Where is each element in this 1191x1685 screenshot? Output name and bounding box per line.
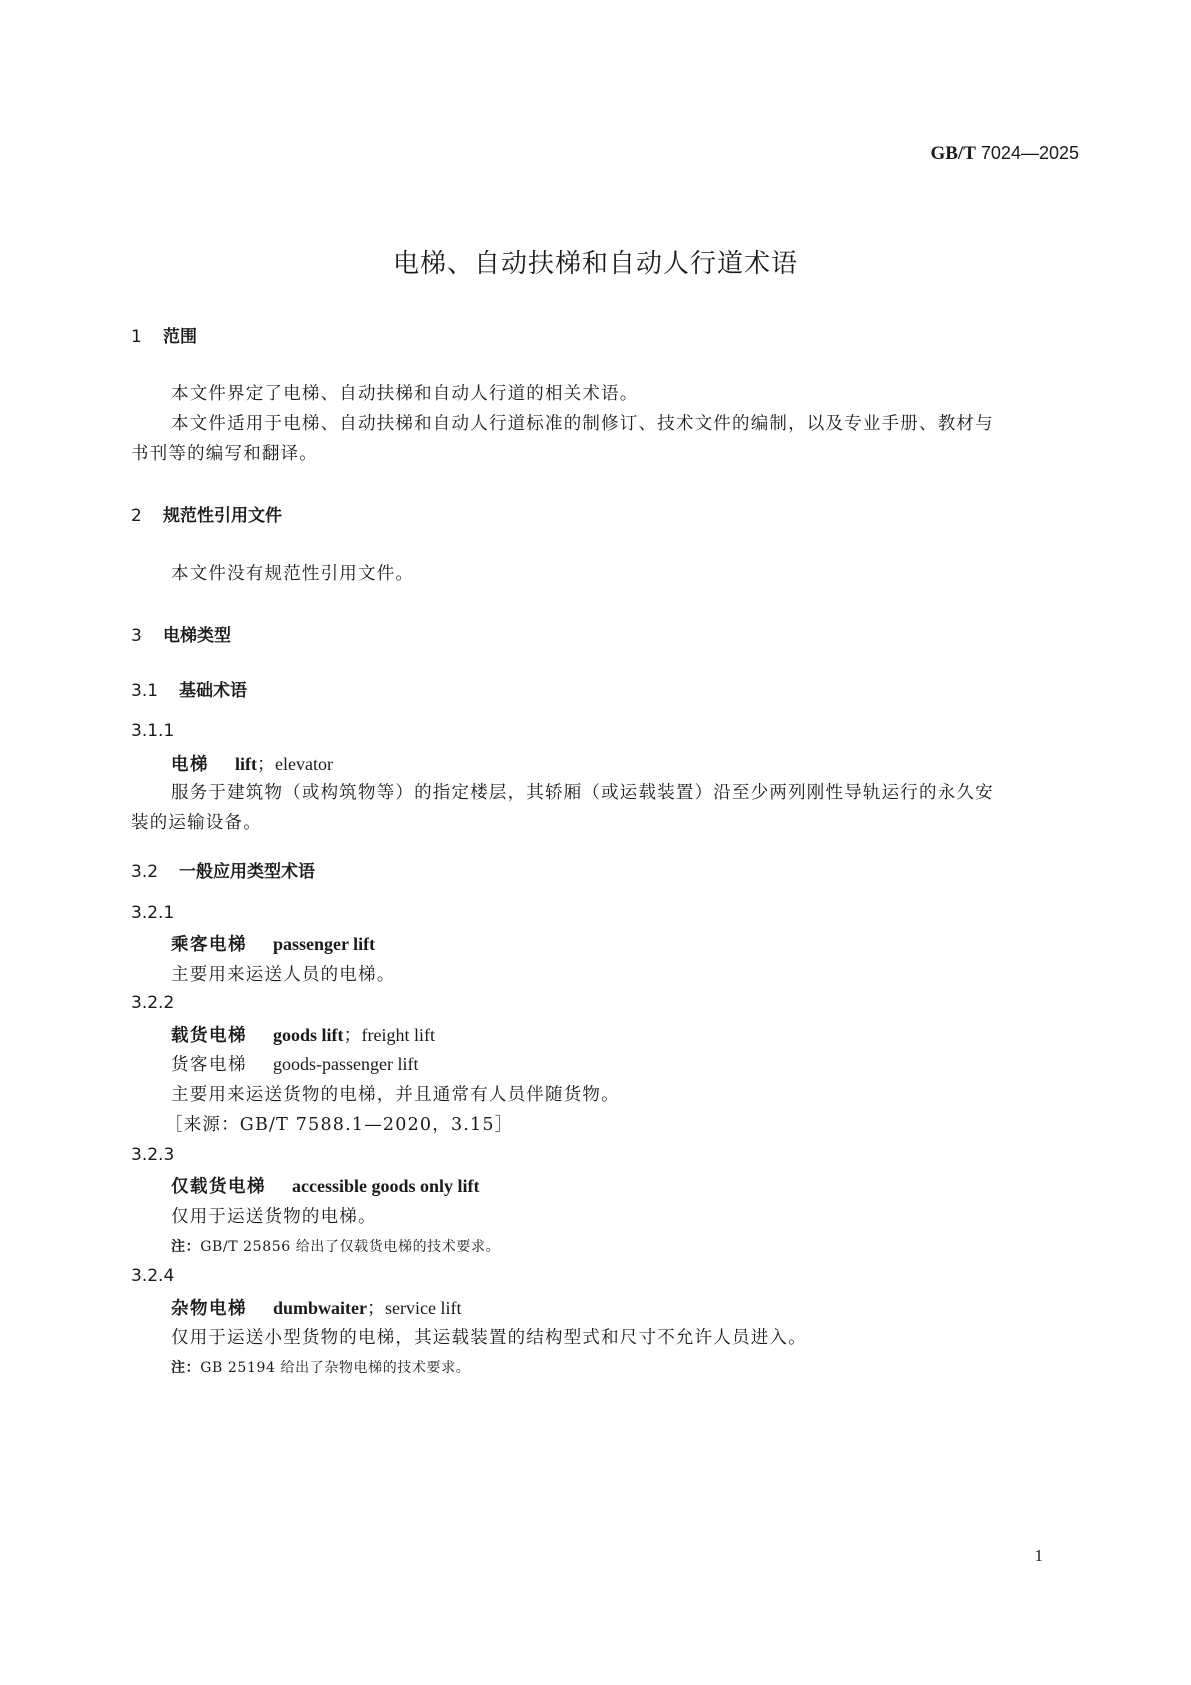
section-title: 规范性引用文件 [163,506,282,526]
paragraph-line: 本文件适用于电梯、自动扶梯和自动人行道标准的制修订、技术文件的编制，以及专业手册、教材与 [171,414,994,434]
term-entry-admitted [171,1051,418,1076]
term-number: 3.2.1 [131,903,175,923]
term-separator: ； [257,754,275,774]
subsection-3-1-heading [131,676,247,701]
subsection-number: 3.2 [131,862,159,882]
definition-line: 装的运输设备。 [131,813,262,833]
standard-number [930,143,1079,165]
term-number: 3.2.4 [131,1266,175,1286]
term-number: 3.1.1 [131,721,175,741]
section-3-heading [131,621,231,646]
note-label: 注： [171,1239,201,1255]
term-cn: 载货电梯 [171,1026,247,1046]
term-entry [171,1294,461,1320]
standard-number-value: 7024—2025 [980,143,1079,163]
term-en: lift [235,754,257,774]
term-en: dumbwaiter [273,1298,367,1318]
term-cn: 电梯 [171,755,209,775]
term-en-admitted: goods-passenger lift [273,1054,419,1074]
definition: 仅用于运送货物的电梯。 [171,1207,377,1227]
definition: 主要用来运送货物的电梯，并且通常有人员伴随货物。 [171,1085,620,1105]
term-en: passenger lift [273,934,376,954]
section-title: 电梯类型 [163,626,231,646]
section-title: 范围 [163,327,197,347]
standard-prefix: GB/T [930,143,976,164]
term-cn-admitted: 货客电梯 [171,1055,247,1075]
note-text: GB/T 25856 给出了仅载货电梯的技术要求。 [200,1239,501,1255]
term-en: accessible goods only lift [292,1176,480,1196]
term-cn: 仅载货电梯 [171,1177,266,1197]
term-entry [171,750,333,776]
term-number: 3.2.2 [131,993,175,1013]
note-label: 注： [171,1360,201,1376]
term-en: goods lift [273,1025,344,1045]
note-text: GB 25194 给出了杂物电梯的技术要求。 [200,1360,471,1376]
term-separator: ； [343,1025,362,1045]
section-number: 3 [131,626,142,646]
term-entry [171,931,375,956]
subsection-3-2-heading [131,857,315,882]
definition: 仅用于运送小型货物的电梯，其运载装置的结构型式和尺寸不允许人员进入。 [171,1328,807,1348]
subsection-number: 3.1 [131,681,159,701]
section-number: 2 [131,506,142,526]
paragraph: 本文件没有规范性引用文件。 [171,564,415,584]
note [171,1357,470,1377]
term-separator: ； [367,1298,385,1318]
source-reference: ［来源：GB/T 7588.1—2020，3.15］ [165,1115,514,1135]
document-title: 电梯、自动扶梯和自动人行道术语 [392,249,798,279]
term-cn: 杂物电梯 [171,1299,247,1319]
term-entry [171,1173,480,1198]
term-en-alt: freight lift [361,1025,435,1045]
section-1-heading [131,322,197,347]
term-en-alt: service lift [385,1298,462,1318]
definition: 主要用来运送人员的电梯。 [171,965,396,985]
term-cn: 乘客电梯 [171,935,247,955]
section-2-heading [131,501,282,526]
subsection-title: 一般应用类型术语 [179,862,315,882]
note [171,1236,500,1256]
definition-line: 服务于建筑物（或构筑物等）的指定楼层，其轿厢（或运载装置）沿至少两列刚性导轨运行的永久安 [171,783,994,803]
term-entry [171,1021,435,1047]
page-number: 1 [1034,1546,1043,1565]
term-en-alt: elevator [275,754,333,774]
paragraph: 本文件界定了电梯、自动扶梯和自动人行道的相关术语。 [171,384,639,404]
term-number: 3.2.3 [131,1145,175,1165]
subsection-title: 基础术语 [179,681,247,701]
section-number: 1 [131,327,142,347]
paragraph-line: 书刊等的编写和翻译。 [131,444,318,464]
